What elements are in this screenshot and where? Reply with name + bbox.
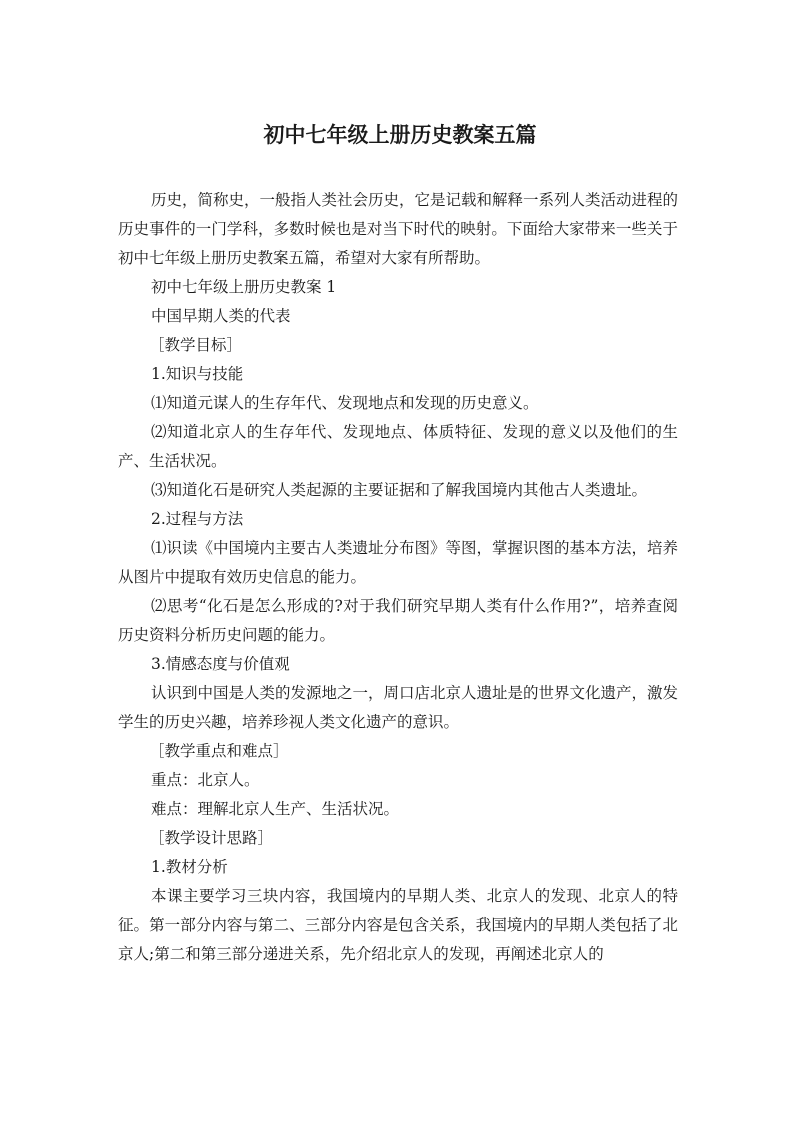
section-heading-goals: ［教学目标］: [149, 336, 243, 354]
subheading-knowledge: 1.知识与技能: [151, 365, 244, 383]
goal-item: ⑶知道化石是研究人类起源的主要证据和了解我国境内其他古人类遗址。: [151, 481, 648, 499]
goal-item: ⑴识读《中国境内主要古人类遗址分布图》等图，掌握识图的基本方法，培养从图片中提取有效历史信息的能力。: [118, 539, 679, 586]
subheading-material: 1.教材分析: [151, 858, 228, 876]
intro-paragraph: 历史，简称史，一般指人类社会历史，它是记载和解释一系列人类活动进程的历史事件的一门学科，多数时候也是对当下时代的映射。下面给大家带来一些关于初中七年级上册历史教案五篇，希望对大家有所帮助。: [118, 191, 679, 267]
goal-item: ⑵思考“化石是怎么形成的?对于我们研究早期人类有什么作用?”，培养查阅历史资料分析历史问题的能力。: [118, 597, 678, 644]
key-point: 重点：北京人。: [151, 771, 260, 789]
goal-item: ⑵知道北京人的生存年代、发现地点、体质特征、发现的意义以及他们的生产、生活状况。: [118, 423, 678, 470]
material-paragraph: 本课主要学习三块内容，我国境内的早期人类、北京人的发现、北京人的特征。第一部分内容与第二、三部分内容是包含关系，我国境内的早期人类包括了北京人;第二和第三部分递进关系，先介绍北京人的发现，再阐述北京人的: [118, 887, 678, 963]
lesson-topic: 中国早期人类的代表: [151, 307, 291, 325]
document-body: [118, 186, 678, 969]
subheading-values: 3.情感态度与价值观: [151, 655, 290, 673]
section-heading-design: ［教学设计思路］: [149, 829, 274, 847]
subheading-process: 2.过程与方法: [151, 510, 244, 528]
section-heading-key-points: ［教学重点和难点］: [149, 742, 289, 760]
lesson-heading: 初中七年级上册历史教案 1: [151, 278, 337, 296]
values-paragraph: 认识到中国是人类的发源地之一，周口店北京人遗址是的世界文化遗产，激发学生的历史兴趣，培养珍视人类文化遗产的意识。: [118, 684, 679, 731]
goal-item: ⑴知道元谋人的生存年代、发现地点和发现的历史意义。: [151, 394, 539, 412]
document-title: 初中七年级上册历史教案五篇: [263, 123, 537, 147]
difficult-point: 难点：理解北京人生产、生活状况。: [151, 800, 400, 818]
